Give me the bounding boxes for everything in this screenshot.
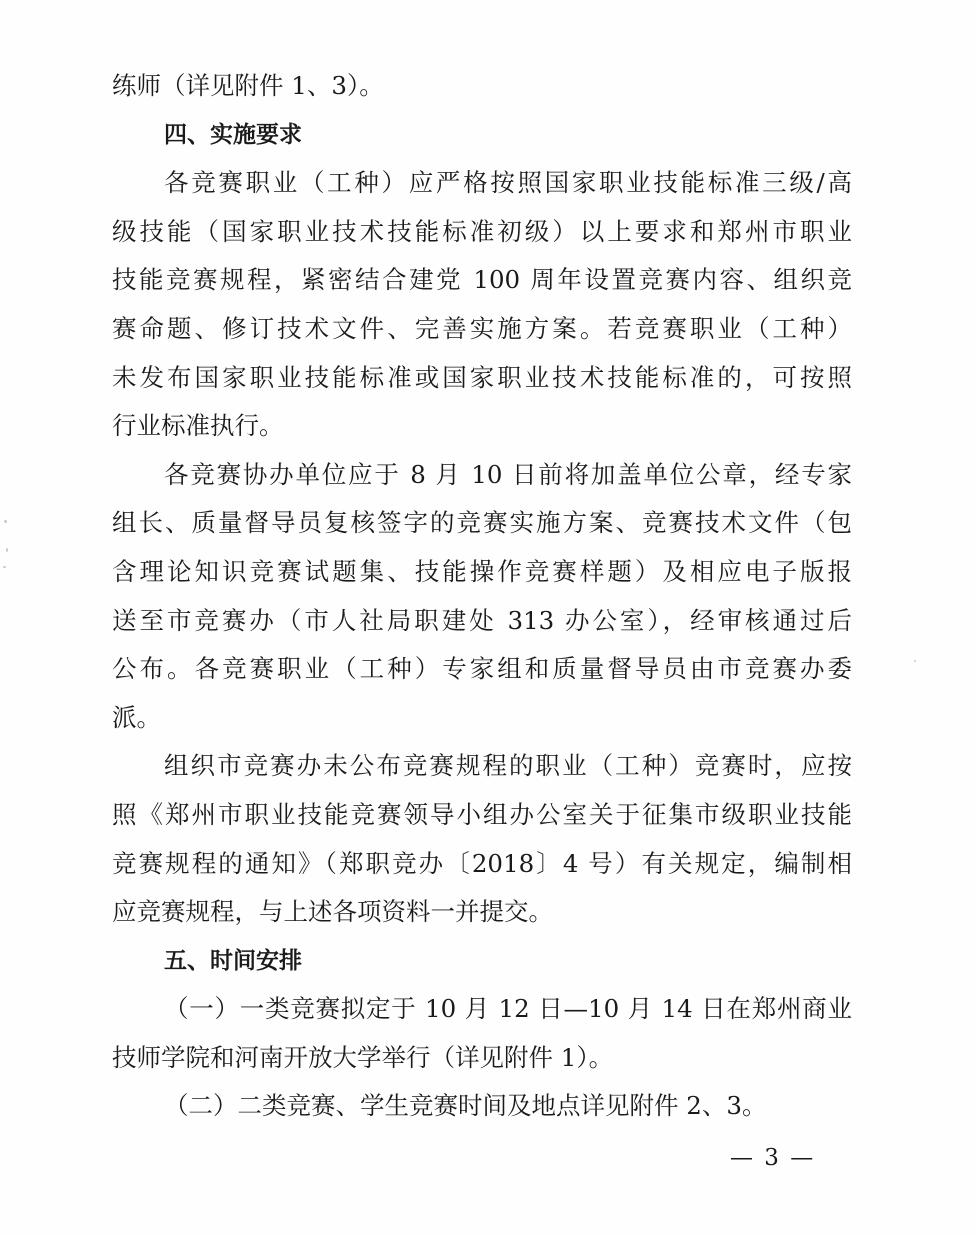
scan-speck	[914, 660, 916, 662]
paragraph-first-line: 各竞赛职业（工种）应严格按照国家职业技能标准三级/高	[164, 168, 852, 198]
page-number: — 3 —	[730, 1145, 816, 1171]
text-line: 派。	[112, 702, 161, 732]
document-body	[112, 62, 852, 1131]
paragraph-first-line: （二）二类竞赛、学生竞赛时间及地点详见附件 2、3。	[164, 1091, 767, 1121]
text-line: 赛命题、修订技术文件、完善实施方案。若竞赛职业（工种）	[112, 313, 852, 343]
section-heading: 四、实施要求	[164, 121, 302, 148]
paragraph-first-line: （一）一类竞赛拟定于 10 月 12 日—10 月 14 日在郑州商业	[164, 994, 852, 1024]
text-line: 公布。各竞赛职业（工种）专家组和质量督导员由市竞赛办委	[112, 654, 852, 684]
text-line: 级技能（国家职业技术技能标准初级）以上要求和郑州市职业	[112, 216, 852, 246]
paragraph-first-line: 各竞赛协办单位应于 8 月 10 日前将加盖单位公章，经专家	[164, 459, 852, 489]
scan-speck	[3, 566, 6, 568]
text-line: 未发布国家职业技能标准或国家职业技术技能标准的，可按照	[112, 362, 852, 392]
text-line: 练师（详见附件 1、3）。	[112, 71, 384, 100]
text-line: 竞赛规程的通知》（郑职竞办〔2018〕4 号）有关规定，编制相	[112, 848, 852, 878]
text-line: 组长、质量督导员复核签字的竞赛实施方案、竞赛技术文件（包	[112, 508, 852, 538]
text-line: 应竞赛规程，与上述各项资料一并提交。	[112, 897, 553, 927]
text-line: 含理论知识竞赛试题集、技能操作竞赛样题）及相应电子版报	[112, 556, 852, 586]
text-line: 行业标准执行。	[112, 411, 284, 441]
text-line: 送至市竞赛办（市人社局职建处 313 办公室），经审核通过后	[112, 605, 852, 635]
scan-speck	[4, 520, 7, 523]
text-line: 照《郑州市职业技能竞赛领导小组办公室关于征集市级职业技能	[112, 799, 852, 829]
text-line: 技师学院和河南开放大学举行（详见附件 1）。	[112, 1042, 614, 1072]
paragraph-first-line: 组织市竞赛办未公布竞赛规程的职业（工种）竞赛时，应按	[164, 751, 852, 781]
text-line: 技能竞赛规程，紧密结合建党 100 周年设置竞赛内容、组织竞	[112, 265, 852, 295]
section-heading: 五、时间安排	[164, 947, 302, 974]
scan-speck	[6, 548, 8, 552]
